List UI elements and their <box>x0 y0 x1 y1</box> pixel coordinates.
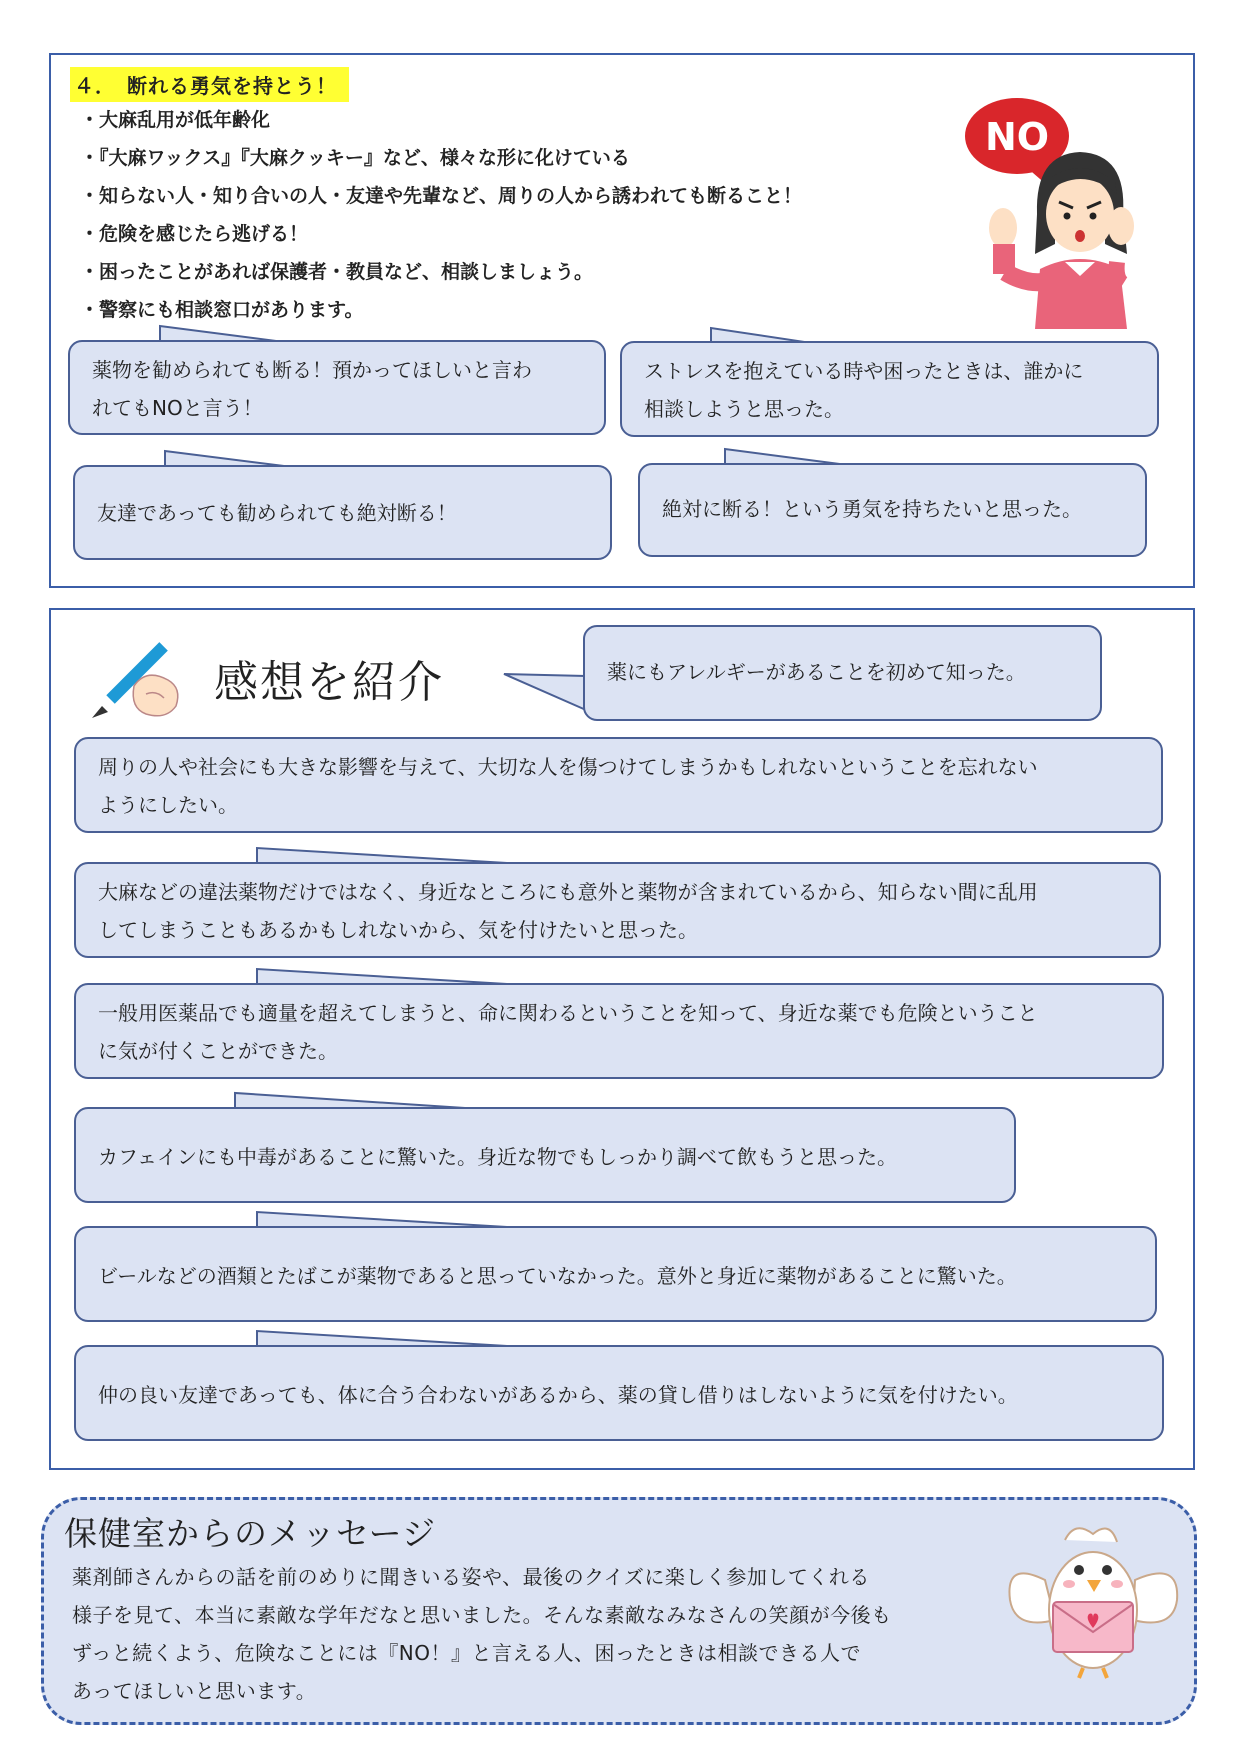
list-item: ・警察にも相談窓口があります。 <box>80 299 364 321</box>
list-item: ・危険を感じたら逃げる！ <box>80 223 309 245</box>
bubble-text: ようにしたい。 <box>98 793 238 817</box>
message-line: ずっと続くよう、危険なことには『NO！』と言える人、困ったときは相談できる人で <box>72 1641 862 1665</box>
bubble-text: 仲の良い友達であっても、体に合う合わないがあるから、薬の貸し借りはしないように気を付けたい。 <box>98 1383 1018 1407</box>
bubble-text: ビールなどの酒類とたばこが薬物であると思っていなかった。意外と身近に薬物があることに驚いた。 <box>98 1264 1017 1288</box>
message-title: 保健室からのメッセージ <box>64 1514 437 1553</box>
bubble-text: 友達であっても勧められても絶対断る！ <box>97 501 457 525</box>
bubble-text: 周りの人や社会にも大きな影響を与えて、大切な人を傷つけてしまうかもしれないということを忘れない <box>98 755 1038 779</box>
bubble-text: に気が付くことができた。 <box>98 1039 338 1063</box>
bubble-text: ストレスを抱えている時や困ったときは、誰かに <box>644 359 1084 383</box>
bubble-text: 大麻などの違法薬物だけではなく、身近なところにも意外と薬物が含まれているから、知らない間に乱用 <box>98 880 1038 904</box>
comment-bubble <box>74 1107 1016 1203</box>
girl-saying-no-illustration <box>955 94 1140 329</box>
bubble-text: 薬にもアレルギーがあることを初めて知った。 <box>607 660 1026 684</box>
message-body <box>72 1558 932 1710</box>
message-line: 薬剤師さんからの話を前のめりに聞きいる姿や、最後のクイズに楽しく参加してくれる <box>72 1565 870 1589</box>
comment-bubble <box>74 983 1164 1079</box>
bird-letter-illustration <box>1005 1520 1185 1680</box>
bubble-text: してしまうこともあるかもしれないから、気を付けたいと思った。 <box>98 918 698 942</box>
list-item: ・大麻乱用が低年齢化 <box>80 109 271 131</box>
message-line: あってほしいと思います。 <box>72 1679 317 1703</box>
bubble-text: れてもNOと言う！ <box>92 396 263 420</box>
section-heading: ４． 断れる勇気を持とう！ <box>70 67 349 102</box>
speech-bubble <box>73 465 612 560</box>
comment-bubble <box>74 737 1163 833</box>
comment-bubble <box>74 1345 1164 1441</box>
bubble-text: 薬物を勧められても断る！預かってほしいと言わ <box>92 358 532 382</box>
bubble-text: 絶対に断る！という勇気を持ちたいと思った。 <box>662 497 1082 521</box>
list-item: ・知らない人・知り合いの人・友達や先輩など、周りの人から誘われても断ること！ <box>80 185 803 207</box>
speech-bubble <box>68 340 606 435</box>
speech-bubble <box>620 341 1159 437</box>
speech-bubble <box>583 625 1102 721</box>
speech-bubble <box>638 463 1147 557</box>
bubble-text: カフェインにも中毒があることに驚いた。身近な物でもしっかり調べて飲もうと思った。 <box>98 1145 897 1169</box>
bubble-text: 相談しようと思った。 <box>644 397 844 421</box>
comment-bubble <box>74 862 1161 958</box>
bubble-tail <box>500 666 590 716</box>
pencil-hand-icon <box>86 628 186 723</box>
list-item: ・困ったことがあれば保護者・教員など、相談しましょう。 <box>80 261 594 283</box>
bullet-list <box>80 103 802 331</box>
list-item: ・『大麻ワックス』『大麻クッキー』など、様々な形に化けている <box>80 147 630 169</box>
impressions-title: 感想を紹介 <box>214 657 444 708</box>
comment-bubble <box>74 1226 1157 1322</box>
bubble-text: 一般用医薬品でも適量を超えてしまうと、命に関わるということを知って、身近な薬でも危険ということ <box>98 1001 1038 1025</box>
message-line: 様子を見て、本当に素敵な学年だなと思いました。そんな素敵なみなさんの笑顔が今後も <box>72 1603 892 1627</box>
no-sign-text: NO <box>984 115 1050 159</box>
